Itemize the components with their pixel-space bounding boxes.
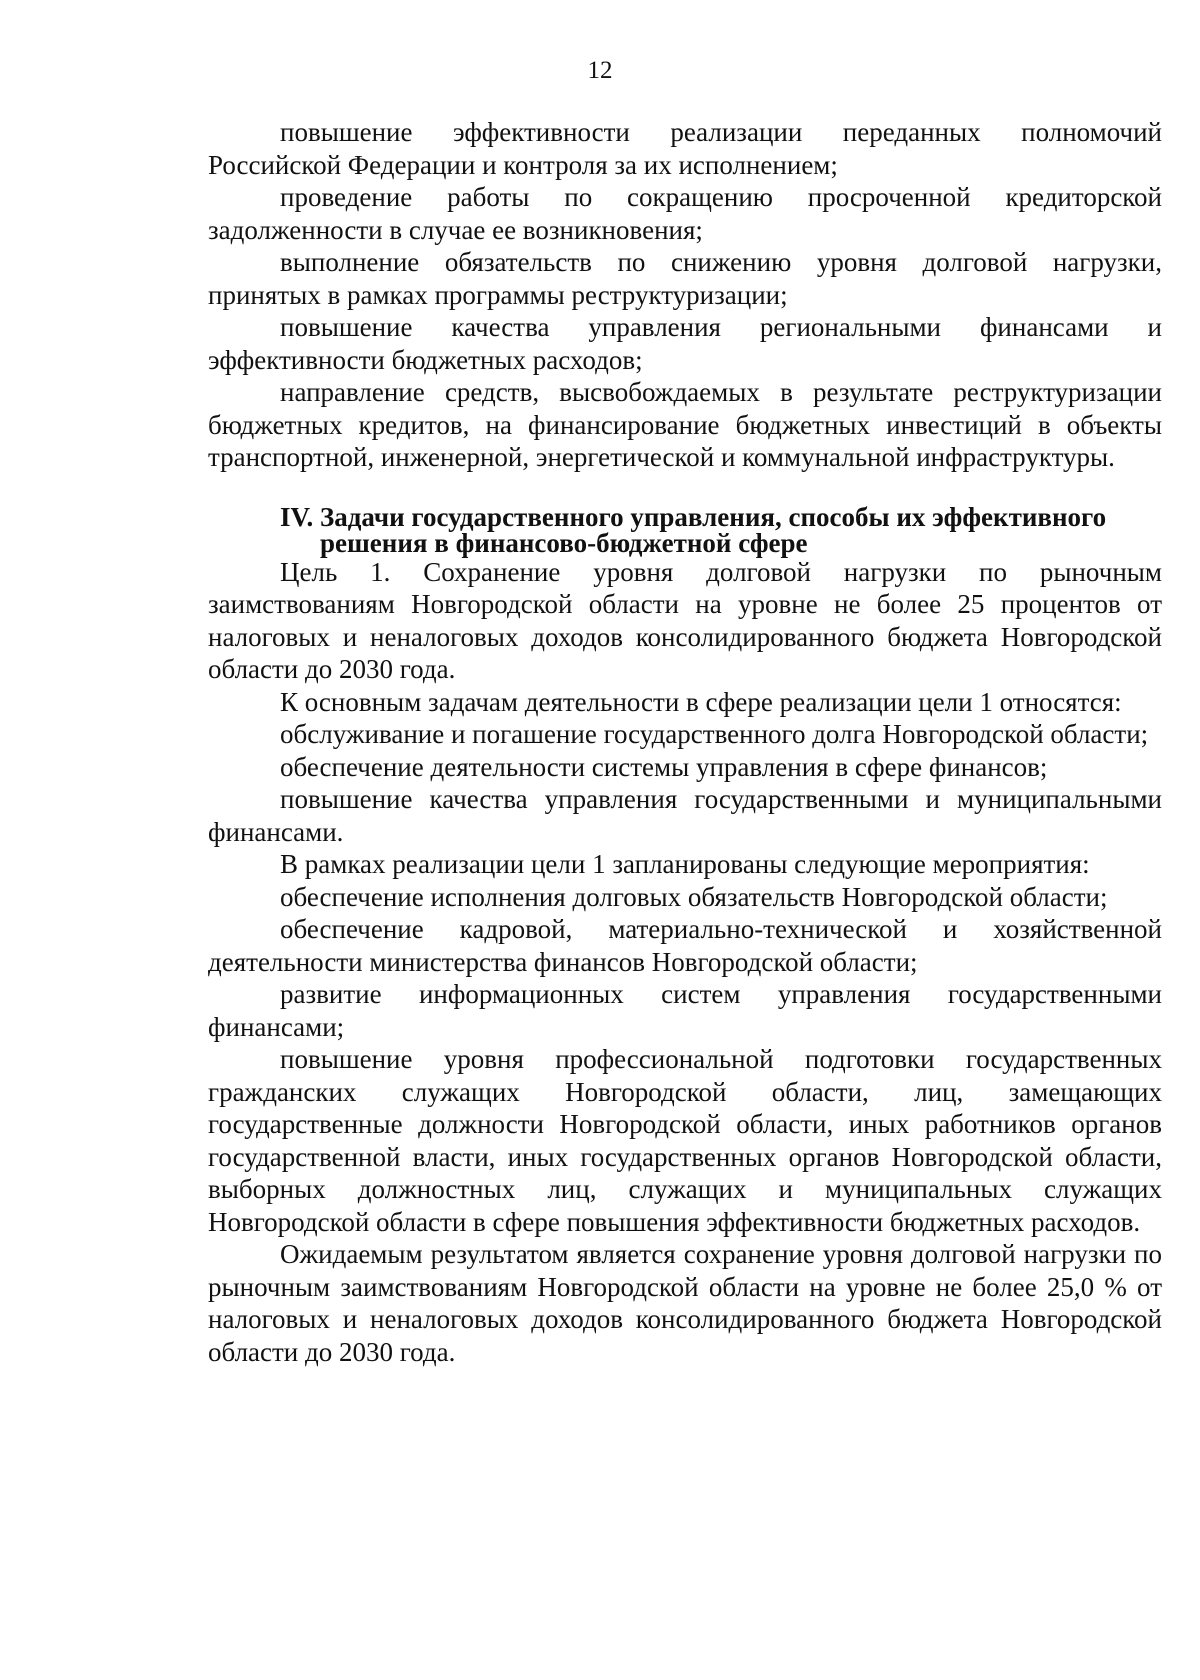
paragraph: К основным задачам деятельности в сфере реализации цели 1 относятся: xyxy=(280,686,1122,717)
paragraph: повышение качества управления государственными и муниципальными финансами. xyxy=(208,784,1162,847)
paragraph: повышение уровня профессиональной подготовки государственных гражданских служащих Новгородской области, лиц, замещающих государственные должности Новгородской области, иных работников органов государственной власти, иных государственных органов Новгородской области, выборных должностных лиц, служащих и муниципальных служащих Новгородской области в сфере повышения эффективности бюджетных расходов. xyxy=(208,1044,1162,1237)
section-heading xyxy=(208,501,1162,558)
paragraph: обеспечение деятельности системы управления в сфере финансов; xyxy=(280,751,1048,782)
paragraph: повышение качества управления региональными финансами и эффективности бюджетных расходов; xyxy=(208,312,1162,375)
paragraph: обслуживание и погашение государственного долга Новгородской области; xyxy=(280,719,1149,749)
paragraph: обеспечение исполнения долговых обязательств Новгородской области; xyxy=(280,881,1108,912)
page-number: 12 xyxy=(587,57,613,84)
section-heading-line-1: IV. Задачи государственного управления, способы их эффективного xyxy=(280,501,1107,532)
paragraph: выполнение обязательств по снижению уровня долговой нагрузки, принятых в рамках программы реструктуризации; xyxy=(208,247,1162,310)
section-heading-line-2: решения в финансово-бюджетной сфере xyxy=(320,527,808,558)
paragraph: развитие информационных систем управления государственными финансами; xyxy=(208,979,1162,1042)
paragraph: обеспечение кадровой, материально-технической и хозяйственной деятельности министерства финансов Новгородской области; xyxy=(208,914,1162,977)
paragraph: Цель 1. Сохранение уровня долговой нагрузки по рыночным заимствованиям Новгородской области на уровне не более 25 процентов от налоговых и неналоговых доходов консолидированного бюджета Новгородской области до 2030 года. xyxy=(208,556,1162,684)
paragraph: проведение работы по сокращению просроченной кредиторской задолженности в случае ее возникновения; xyxy=(208,182,1162,245)
paragraph: Ожидаемым результатом является сохранение уровня долговой нагрузки по рыночным заимствованиям Новгородской области на уровне не более 25,0 % от налоговых и неналоговых доходов консолидированного бюджета Новгородской области до 2030 года. xyxy=(208,1239,1162,1367)
document-body xyxy=(208,116,1162,1368)
paragraph: направление средств, высвобождаемых в результате реструктуризации бюджетных кредитов, на финансирование бюджетных инвестиций в объекты транспортной, инженерной, энергетической и коммунальной инфраструктуры. xyxy=(208,377,1162,472)
paragraph: В рамках реализации цели 1 запланированы следующие мероприятия: xyxy=(280,849,1090,879)
paragraph: повышение эффективности реализации переданных полномочий Российской Федерации и контроля за их исполнением; xyxy=(208,117,1162,180)
